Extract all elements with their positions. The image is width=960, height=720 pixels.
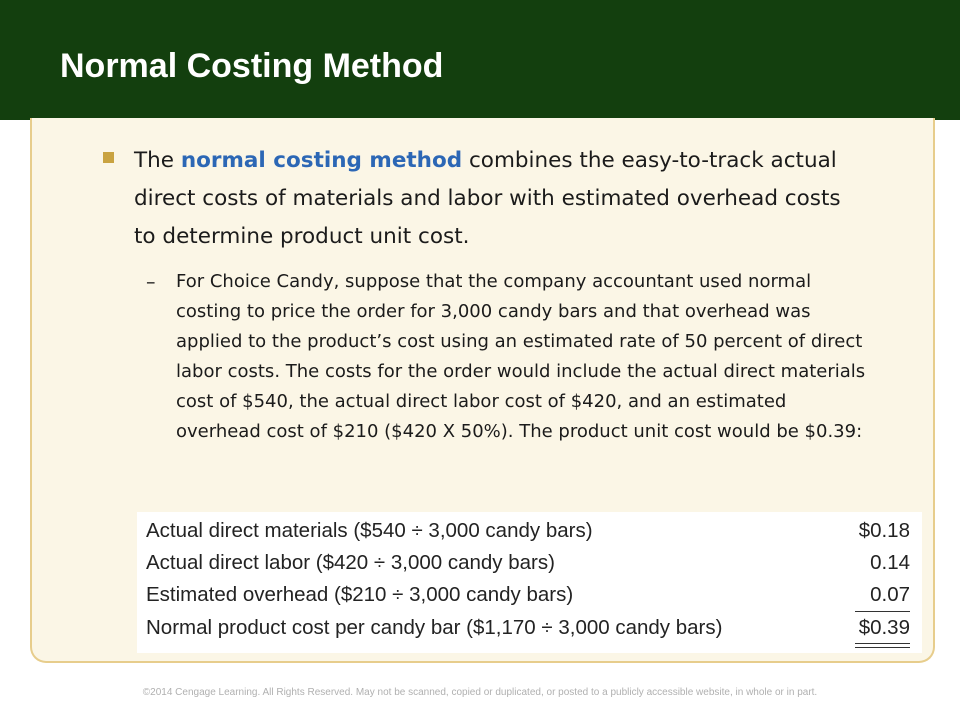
row-value: 0.14 — [870, 551, 910, 574]
row-label: Actual direct labor ($420 ÷ 3,000 candy bars) — [146, 551, 555, 574]
sub-bullet-text: For Choice Candy, suppose that the company accountant used normal costing to price the order for 3,000 candy bars and that overhead was applied to the product’s cost using an estimated rate of 50 percent of direct labor costs. The costs for the order would include the actual direct materials cost of $540, the actual direct labor cost of $420, and an estimated overhead cost of $210 ($420 X 50%). The product unit cost would be $0.39: — [176, 271, 866, 442]
cost-table — [137, 512, 922, 653]
title-bar — [0, 0, 960, 120]
bullet-text-pre: The — [134, 148, 181, 173]
highlighted-term: normal costing method — [180, 148, 463, 173]
table-row-total — [137, 612, 922, 644]
slide-title: Normal Costing Method — [60, 47, 444, 85]
bullet-text-post: combines the easy-to-track actual direct costs of materials and labor with estimated overhead costs to determine product unit cost. — [134, 148, 841, 249]
main-bullet-text — [134, 142, 864, 256]
row-value: $0.18 — [858, 519, 910, 542]
copyright-footer: ©2014 Cengage Learning. All Rights Reserved. May not be scanned, copied or duplicated, or posted to a publicly accessible website, in whole or in part. — [142, 687, 818, 698]
table-row — [137, 547, 922, 579]
table-row — [137, 515, 922, 547]
row-label: Normal product cost per candy bar ($1,170 ÷ 3,000 candy bars) — [146, 616, 723, 639]
row-value: 0.07 — [870, 583, 910, 606]
square-bullet-icon — [103, 152, 114, 163]
table-row — [137, 579, 922, 611]
total-double-rule — [855, 643, 910, 648]
dash-bullet-icon: – — [146, 271, 156, 293]
row-value: $0.39 — [858, 616, 910, 639]
row-label: Actual direct materials ($540 ÷ 3,000 candy bars) — [146, 519, 593, 542]
row-label: Estimated overhead ($210 ÷ 3,000 candy bars) — [146, 583, 574, 606]
